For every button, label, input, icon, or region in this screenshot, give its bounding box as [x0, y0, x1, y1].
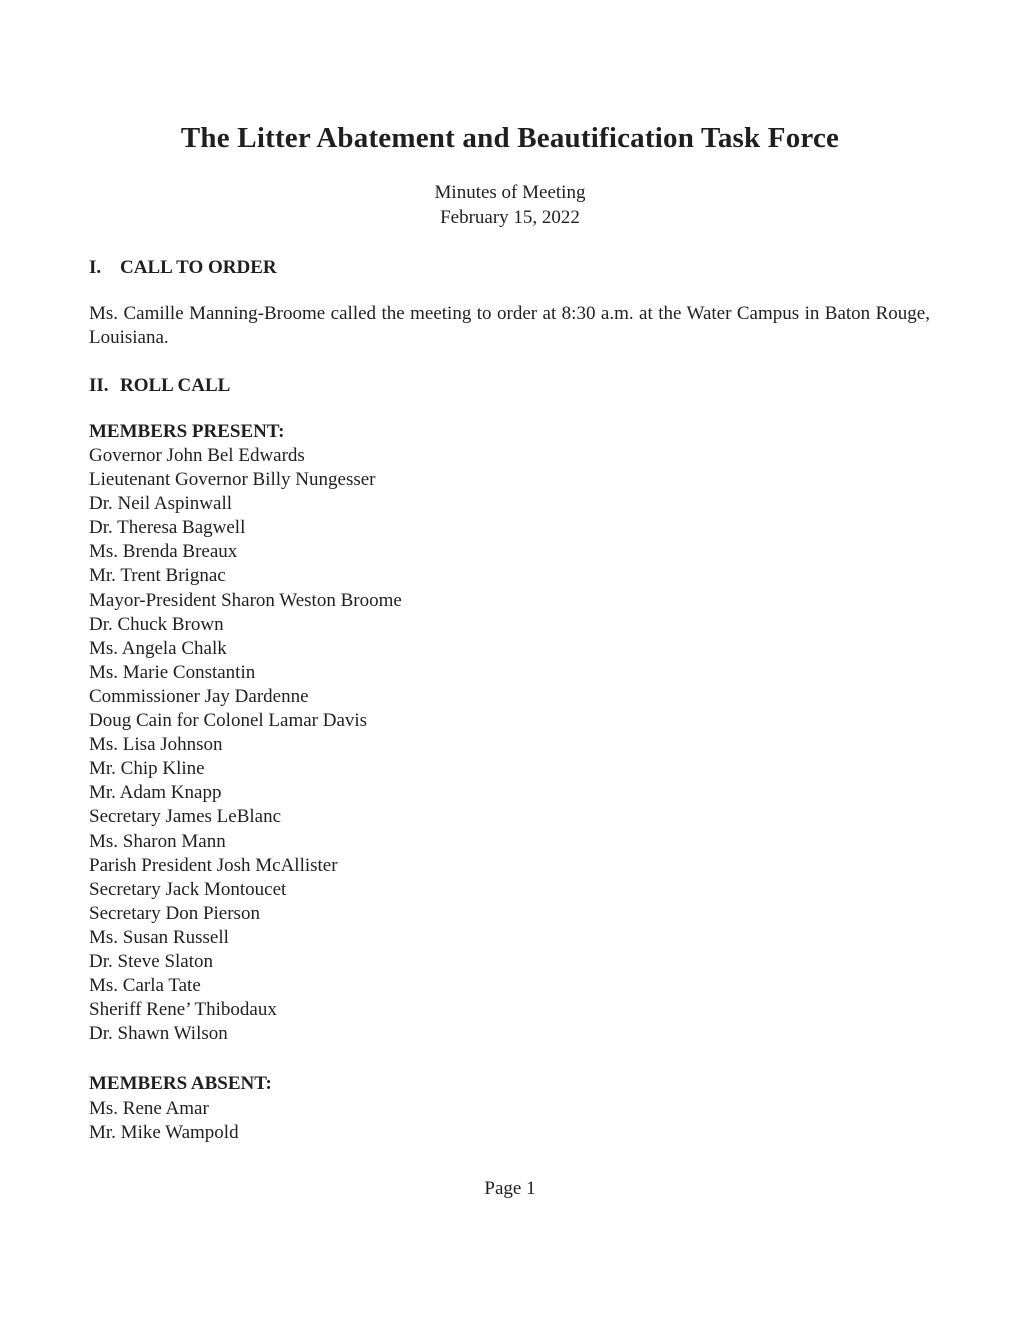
members-absent-list	[89, 1097, 239, 1145]
member-present-item: Ms. Susan Russell	[89, 926, 229, 948]
member-present-item: Ms. Sharon Mann	[89, 830, 226, 852]
member-present-item: Mr. Trent Brignac	[89, 565, 226, 587]
member-present-item: Dr. Neil Aspinwall	[89, 493, 233, 515]
member-present-item: Mayor-President Sharon Weston Broome	[89, 589, 402, 611]
members-present-list	[89, 444, 402, 1046]
member-present-item: Sheriff Rene’ Thibodaux	[89, 999, 277, 1021]
meeting-date: February 15, 2022	[440, 207, 580, 228]
member-present-item: Dr. Steve Slaton	[89, 950, 214, 972]
members-absent-label: MEMBERS ABSENT:	[89, 1073, 272, 1094]
member-present-item: Ms. Lisa Johnson	[89, 734, 223, 756]
member-present-item: Governor John Bel Edwards	[89, 445, 305, 466]
member-present-item: Commissioner Jay Dardenne	[89, 685, 309, 707]
member-absent-item: Ms. Rene Amar	[89, 1098, 209, 1119]
section-number: I.	[89, 257, 102, 278]
section-number: II.	[89, 375, 109, 396]
section-heading-roll-call	[89, 373, 230, 398]
member-present-item: Secretary Don Pierson	[89, 902, 260, 924]
member-present-item: Dr. Shawn Wilson	[89, 1023, 228, 1045]
member-present-item: Dr. Theresa Bagwell	[89, 517, 246, 539]
document-subtitle: Minutes of Meeting	[434, 182, 586, 203]
member-present-item: Lieutenant Governor Billy Nungesser	[89, 469, 376, 491]
member-present-item: Parish President Josh McAllister	[89, 854, 338, 876]
member-present-item: Ms. Carla Tate	[89, 975, 201, 997]
member-present-item: Ms. Brenda Breaux	[89, 541, 238, 563]
member-present-item: Secretary James LeBlanc	[89, 806, 282, 828]
section-heading-text: CALL TO ORDER	[120, 257, 277, 278]
member-present-item: Ms. Marie Constantin	[89, 661, 256, 683]
document-title: The Litter Abatement and Beautification Task Force	[180, 122, 840, 154]
members-present-label: MEMBERS PRESENT:	[89, 421, 285, 442]
page-number: Page 1	[484, 1178, 536, 1199]
call-to-order-paragraph: Ms. Camille Manning-Broome called the meeting to order at 8:30 a.m. at the Water Campus in Baton Rouge, Louisiana.	[89, 303, 930, 348]
member-present-item: Secretary Jack Montoucet	[89, 878, 287, 900]
member-present-item: Mr. Chip Kline	[89, 758, 205, 780]
member-present-item: Ms. Angela Chalk	[89, 637, 227, 659]
member-present-item: Doug Cain for Colonel Lamar Davis	[89, 710, 368, 732]
member-present-item: Dr. Chuck Brown	[89, 613, 224, 635]
member-present-item: Mr. Adam Knapp	[89, 782, 222, 804]
member-absent-item: Mr. Mike Wampold	[89, 1122, 239, 1144]
section-heading-call-to-order	[89, 255, 277, 280]
section-heading-text: ROLL CALL	[120, 375, 231, 396]
